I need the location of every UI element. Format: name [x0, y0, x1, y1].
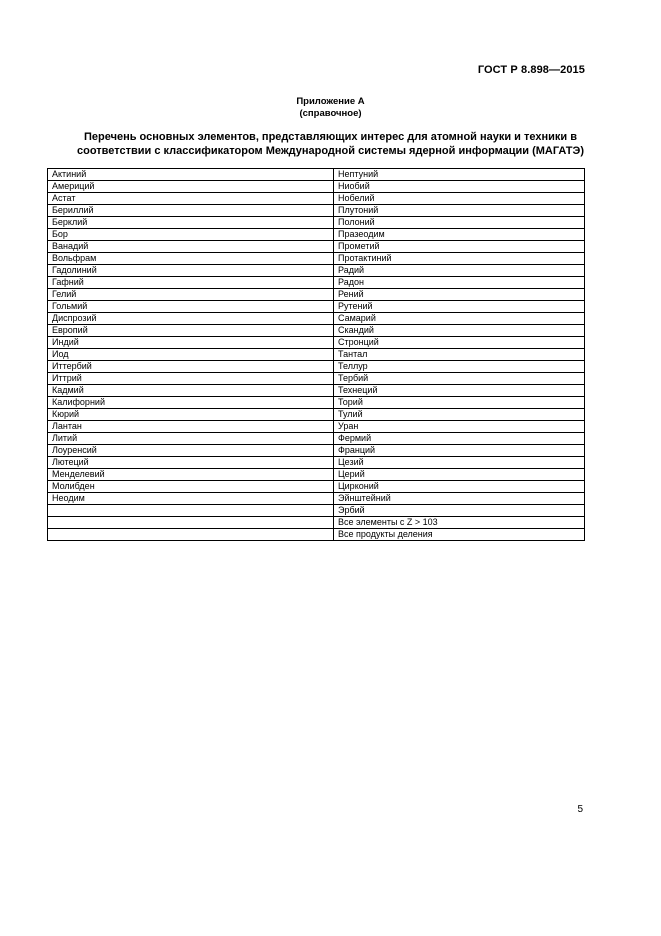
element-cell-right: Цирконий — [334, 481, 585, 493]
element-cell-left: Лютеций — [48, 457, 334, 469]
element-cell-right: Уран — [334, 421, 585, 433]
element-cell-left — [48, 505, 334, 517]
element-cell-right: Тербий — [334, 373, 585, 385]
element-cell-right: Прометий — [334, 241, 585, 253]
table-row — [48, 469, 585, 481]
table-row — [48, 229, 585, 241]
element-cell-left: Бор — [48, 229, 334, 241]
table-row — [48, 505, 585, 517]
element-cell-left: Литий — [48, 433, 334, 445]
table-row — [48, 481, 585, 493]
appendix-title: Приложение А — [296, 96, 365, 107]
table-row — [48, 373, 585, 385]
heading-line-2: соответствии с классификатором Международной системы ядерной информации (МАГАТЭ) — [76, 145, 585, 157]
element-cell-left: Иттрий — [48, 373, 334, 385]
element-cell-left: Вольфрам — [48, 253, 334, 265]
table-row — [48, 349, 585, 361]
element-cell-right: Рений — [334, 289, 585, 301]
element-cell-right: Торий — [334, 397, 585, 409]
element-cell-right: Эрбий — [334, 505, 585, 517]
appendix-header — [0, 96, 661, 120]
element-cell-left: Ванадий — [48, 241, 334, 253]
element-cell-left: Астат — [48, 193, 334, 205]
table-row — [48, 289, 585, 301]
element-cell-right: Плутоний — [334, 205, 585, 217]
element-cell-left: Индий — [48, 337, 334, 349]
element-cell-left: Молибден — [48, 481, 334, 493]
element-cell-right: Рутений — [334, 301, 585, 313]
element-cell-left: Неодим — [48, 493, 334, 505]
elements-table — [47, 168, 585, 541]
element-cell-right: Тантал — [334, 349, 585, 361]
element-cell-right: Технеций — [334, 385, 585, 397]
element-cell-left: Актиний — [48, 169, 334, 181]
element-cell-right: Все элементы с Z > 103 — [334, 517, 585, 529]
element-cell-right: Нептуний — [334, 169, 585, 181]
table-row — [48, 385, 585, 397]
element-cell-left: Менделевий — [48, 469, 334, 481]
table-row — [48, 361, 585, 373]
page-number: 5 — [577, 804, 583, 815]
element-cell-right: Эйнштейний — [334, 493, 585, 505]
appendix-subtitle: (справочное) — [299, 108, 362, 119]
table-row — [48, 265, 585, 277]
table-row — [48, 409, 585, 421]
element-cell-right: Радий — [334, 265, 585, 277]
element-cell-right: Скандий — [334, 325, 585, 337]
element-cell-right: Празеодим — [334, 229, 585, 241]
element-cell-left: Кадмий — [48, 385, 334, 397]
element-cell-right: Франций — [334, 445, 585, 457]
element-cell-left: Диспрозий — [48, 313, 334, 325]
element-cell-left: Лоуренсий — [48, 445, 334, 457]
element-cell-left: Америций — [48, 181, 334, 193]
table-row — [48, 517, 585, 529]
element-cell-left: Гольмий — [48, 301, 334, 313]
table-row — [48, 397, 585, 409]
element-cell-left: Бериллий — [48, 205, 334, 217]
table-row — [48, 337, 585, 349]
element-cell-left: Лантан — [48, 421, 334, 433]
section-heading — [40, 130, 621, 158]
table-row — [48, 277, 585, 289]
element-cell-left: Гадолиний — [48, 265, 334, 277]
element-cell-right: Самарий — [334, 313, 585, 325]
table-row — [48, 421, 585, 433]
table-row — [48, 301, 585, 313]
element-cell-left: Гелий — [48, 289, 334, 301]
table-row — [48, 169, 585, 181]
heading-line-1: Перечень основных элементов, представляющих интерес для атомной науки и техники в — [84, 131, 577, 143]
element-cell-right: Церий — [334, 469, 585, 481]
table-row — [48, 253, 585, 265]
element-cell-right: Все продукты деления — [334, 529, 585, 541]
element-cell-left: Калифорний — [48, 397, 334, 409]
element-cell-right: Фермий — [334, 433, 585, 445]
element-cell-right: Стронций — [334, 337, 585, 349]
table-row — [48, 217, 585, 229]
table-row — [48, 241, 585, 253]
table-row — [48, 325, 585, 337]
element-cell-left: Гафний — [48, 277, 334, 289]
element-cell-right: Теллур — [334, 361, 585, 373]
element-cell-left — [48, 517, 334, 529]
element-cell-left: Кюрий — [48, 409, 334, 421]
document-code: ГОСТ Р 8.898—2015 — [477, 64, 585, 76]
element-cell-right: Ниобий — [334, 181, 585, 193]
table-row — [48, 433, 585, 445]
element-cell-left: Иод — [48, 349, 334, 361]
element-cell-left: Европий — [48, 325, 334, 337]
table-row — [48, 529, 585, 541]
table-row — [48, 205, 585, 217]
element-cell-right: Полоний — [334, 217, 585, 229]
elements-table-body — [48, 169, 585, 541]
table-row — [48, 493, 585, 505]
element-cell-right: Нобелий — [334, 193, 585, 205]
table-row — [48, 181, 585, 193]
element-cell-right: Радон — [334, 277, 585, 289]
table-row — [48, 313, 585, 325]
element-cell-left — [48, 529, 334, 541]
element-cell-right: Цезий — [334, 457, 585, 469]
element-cell-left: Иттербий — [48, 361, 334, 373]
table-row — [48, 457, 585, 469]
table-row — [48, 193, 585, 205]
element-cell-right: Протактиний — [334, 253, 585, 265]
table-row — [48, 445, 585, 457]
element-cell-right: Тулий — [334, 409, 585, 421]
element-cell-left: Берклий — [48, 217, 334, 229]
